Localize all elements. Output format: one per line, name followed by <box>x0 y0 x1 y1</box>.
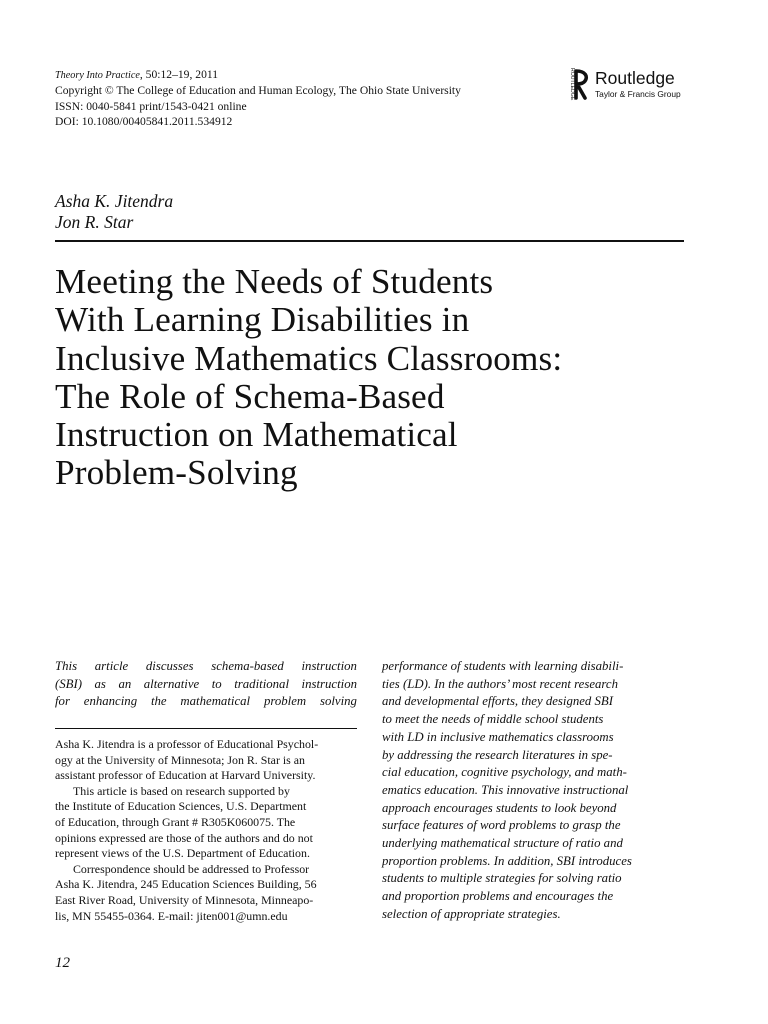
word: instruction <box>301 659 357 673</box>
journal-citation <box>55 67 515 83</box>
publisher-group: Taylor & Francis Group <box>595 89 681 99</box>
title-divider <box>55 240 684 242</box>
issn-line: ISSN: 0040-5841 print/1543-0421 online <box>55 99 247 113</box>
abstract-line: and proportion problems and encourages the <box>382 889 614 904</box>
word: to <box>211 676 222 691</box>
note-line: This article is based on research supported by <box>73 783 290 798</box>
page-number: 12 <box>55 955 70 971</box>
note-line: Asha K. Jitendra is a professor of Educational Psychol- <box>55 737 319 751</box>
abstract-line: by addressing the research literatures in spe- <box>382 747 613 762</box>
journal-header <box>55 67 515 130</box>
routledge-logo-icon <box>564 65 590 103</box>
footnote-divider <box>55 728 357 729</box>
abstract-line: performance of students with learning disabili- <box>382 659 624 673</box>
word: for <box>55 694 70 709</box>
word: an <box>118 676 132 691</box>
abstract-line: approach encourages students to look beyond <box>382 800 617 815</box>
title-line: With Learning Disabilities in <box>55 300 470 340</box>
publisher-logo <box>564 65 694 103</box>
abstract-line: students to multiple strategies for solving ratio <box>382 871 622 886</box>
doi-line: DOI: 10.1080/00405841.2011.534912 <box>55 115 233 129</box>
word: instruction <box>301 676 357 691</box>
word: solving <box>319 694 357 709</box>
abstract-line: surface features of word problems to grasp the <box>382 818 621 833</box>
journal-name: Theory Into Practice <box>55 70 140 81</box>
publisher-vertical-text: ROUTLEDGE <box>569 68 575 101</box>
abstract-line: cial education, cognitive psychology, and math- <box>382 765 627 780</box>
word: traditional <box>234 676 289 691</box>
note-line: lis, MN 55455-0364. E-mail: jiten001@umn.edu <box>55 908 288 923</box>
word: discusses <box>145 659 194 673</box>
title-line: Meeting the Needs of Students <box>55 262 494 301</box>
abstract-line: and developmental efforts, they designed SBI <box>382 694 613 709</box>
note-line: East River Road, University of Minnesota, Minneapo- <box>55 892 314 907</box>
word: article <box>94 659 129 673</box>
note-line: opinions expressed are those of the authors and do not <box>55 830 313 845</box>
word: (SBI) <box>55 676 82 691</box>
abstract-line: proportion problems. In addition, SBI introduces <box>382 853 632 868</box>
abstract-line: with LD in inclusive mathematics classrooms <box>382 729 614 744</box>
note-line: Correspondence should be addressed to Professor <box>73 861 310 876</box>
note-line: ogy at the University of Minnesota; Jon R. Star is an <box>55 752 306 767</box>
publisher-brand: Routledge <box>595 68 675 88</box>
abstract-left-column <box>55 658 357 711</box>
word: enhancing <box>83 694 138 709</box>
abstract-line: underlying mathematical structure of ratio and <box>382 836 623 851</box>
abstract-line <box>55 676 357 694</box>
article-title <box>55 263 715 493</box>
copyright-line: Copyright © The College of Education and Human Ecology, The Ohio State University <box>55 84 461 98</box>
author-name: Asha K. Jitendra <box>55 191 174 211</box>
word: problem <box>263 694 307 709</box>
note-line: of Education, through Grant # R305K060075. The <box>55 814 296 829</box>
word: alternative <box>143 676 200 691</box>
title-line: Problem-Solving <box>55 453 298 493</box>
title-line: The Role of Schema-Based <box>55 376 445 416</box>
title-line: Instruction on Mathematical <box>55 415 458 455</box>
abstract-line <box>55 658 357 676</box>
author-list <box>55 191 173 233</box>
word: mathematical <box>180 694 251 709</box>
author-note <box>55 737 357 924</box>
volume-pages-year: , 50:12–19, 2011 <box>139 68 219 81</box>
abstract-line: ties (LD). In the authors’ most recent research <box>382 676 618 691</box>
note-line: represent views of the U.S. Department of Education. <box>55 846 310 861</box>
abstract-line: ematics education. This innovative instructional <box>382 782 629 797</box>
note-line: assistant professor of Education at Harvard University. <box>55 768 316 783</box>
word: This <box>55 659 78 673</box>
word: the <box>150 694 167 709</box>
author-name: Jon R. Star <box>55 212 134 232</box>
abstract-line <box>55 693 357 711</box>
abstract-line: selection of appropriate strategies. <box>382 906 561 921</box>
title-line: Inclusive Mathematics Classrooms: <box>55 338 563 378</box>
abstract-line: to meet the needs of middle school students <box>382 712 604 727</box>
note-line: the Institute of Education Sciences, U.S. Department <box>55 799 307 814</box>
word: as <box>94 676 106 691</box>
abstract-right-column <box>382 658 684 924</box>
word: schema-based <box>211 659 284 673</box>
note-line: Asha K. Jitendra, 245 Education Sciences Building, 56 <box>55 877 317 892</box>
